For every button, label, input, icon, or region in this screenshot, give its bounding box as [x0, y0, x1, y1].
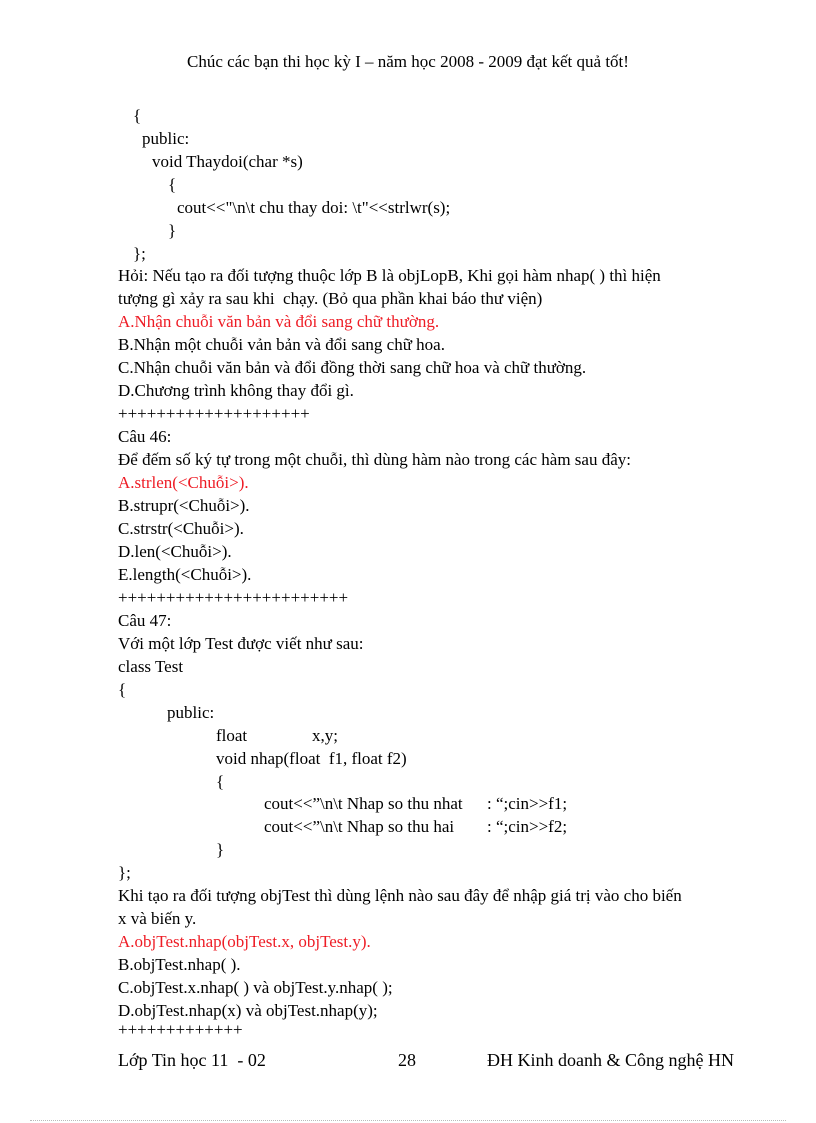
page-number: 28 [398, 1050, 416, 1070]
question-text: Hỏi: Nếu tạo ra đối tượng thuộc lớp B là objLopB, Khi gọi hàm nhap( ) thì hiện [118, 266, 661, 285]
code-line: : “;cin>>f1; [487, 794, 568, 813]
footer-school: ĐH Kinh doanh & Công nghệ HN [487, 1050, 734, 1070]
code-line: public: [167, 703, 215, 722]
question-text: Để đếm số ký tự trong một chuỗi, thì dùng hàm nào trong các hàm sau đây: [118, 450, 631, 469]
code-line: { [133, 106, 142, 125]
question-text: Khi tạo ra đối tượng objTest thì dùng lệnh nào sau đây để nhập giá trị vào cho biến [118, 886, 682, 905]
question-title: Câu 46: [118, 427, 172, 446]
code-line: void nhap(float f1, float f2) [216, 749, 407, 768]
code-line: class Test [118, 657, 184, 676]
separator: ++++++++++++++++++++++++ [118, 588, 349, 607]
code-line: } [168, 221, 177, 240]
code-line: } [216, 840, 225, 859]
correct-answer: A.strlen(<Chuỗi>). [118, 473, 249, 492]
code-line: { [118, 680, 127, 699]
answer-option: B.strupr(<Chuỗi>). [118, 496, 250, 515]
correct-answer: A.Nhận chuỗi văn bản và đổi sang chữ thường. [118, 312, 440, 331]
question-text: tượng gì xảy ra sau khi chạy. (Bỏ qua phần khai báo thư viện) [118, 289, 543, 308]
code-line: public: [142, 129, 190, 148]
code-line: float [216, 726, 248, 745]
code-line: cout<<”\n\t Nhap so thu hai [264, 817, 455, 836]
code-line: }; [133, 244, 146, 263]
page-header: Chúc các bạn thi học kỳ I – năm học 2008 - 2009 đạt kết quả tốt! [187, 52, 629, 71]
question-text: Với một lớp Test được viết như sau: [118, 634, 364, 653]
footer-class: Lớp Tin học 11 - 02 [118, 1050, 266, 1070]
page-bottom-divider [30, 1120, 786, 1121]
code-line: x,y; [312, 726, 338, 745]
answer-option: B.Nhận một chuỗi vản bản và đổi sang chữ hoa. [118, 335, 445, 354]
answer-option: E.length(<Chuỗi>). [118, 565, 252, 584]
answer-option: C.strstr(<Chuỗi>). [118, 519, 244, 538]
question-title: Câu 47: [118, 611, 172, 630]
answer-option: B.objTest.nhap( ). [118, 955, 241, 974]
code-line: cout<<”\n\t Nhap so thu nhat [264, 794, 463, 813]
answer-option: C.Nhận chuỗi văn bản và đổi đồng thời sang chữ hoa và chữ thường. [118, 358, 587, 377]
answer-option: C.objTest.x.nhap( ) và objTest.y.nhap( ); [118, 978, 393, 997]
correct-answer: A.objTest.nhap(objTest.x, objTest.y). [118, 932, 371, 951]
answer-option: D.len(<Chuỗi>). [118, 542, 232, 561]
code-line: void Thaydoi(char *s) [152, 152, 303, 171]
separator: +++++++++++++ [118, 1020, 243, 1039]
code-line: { [168, 175, 177, 194]
code-line: }; [118, 863, 131, 882]
code-line: { [216, 772, 225, 791]
answer-option: D.objTest.nhap(x) và objTest.nhap(y); [118, 1001, 378, 1020]
question-text: x và biến y. [118, 909, 197, 928]
code-line: cout<<"\n\t chu thay doi: \t"<<strlwr(s); [177, 198, 451, 217]
answer-option: D.Chương trình không thay đổi gì. [118, 381, 354, 400]
separator: ++++++++++++++++++++ [118, 404, 310, 423]
code-line: : “;cin>>f2; [487, 817, 568, 836]
